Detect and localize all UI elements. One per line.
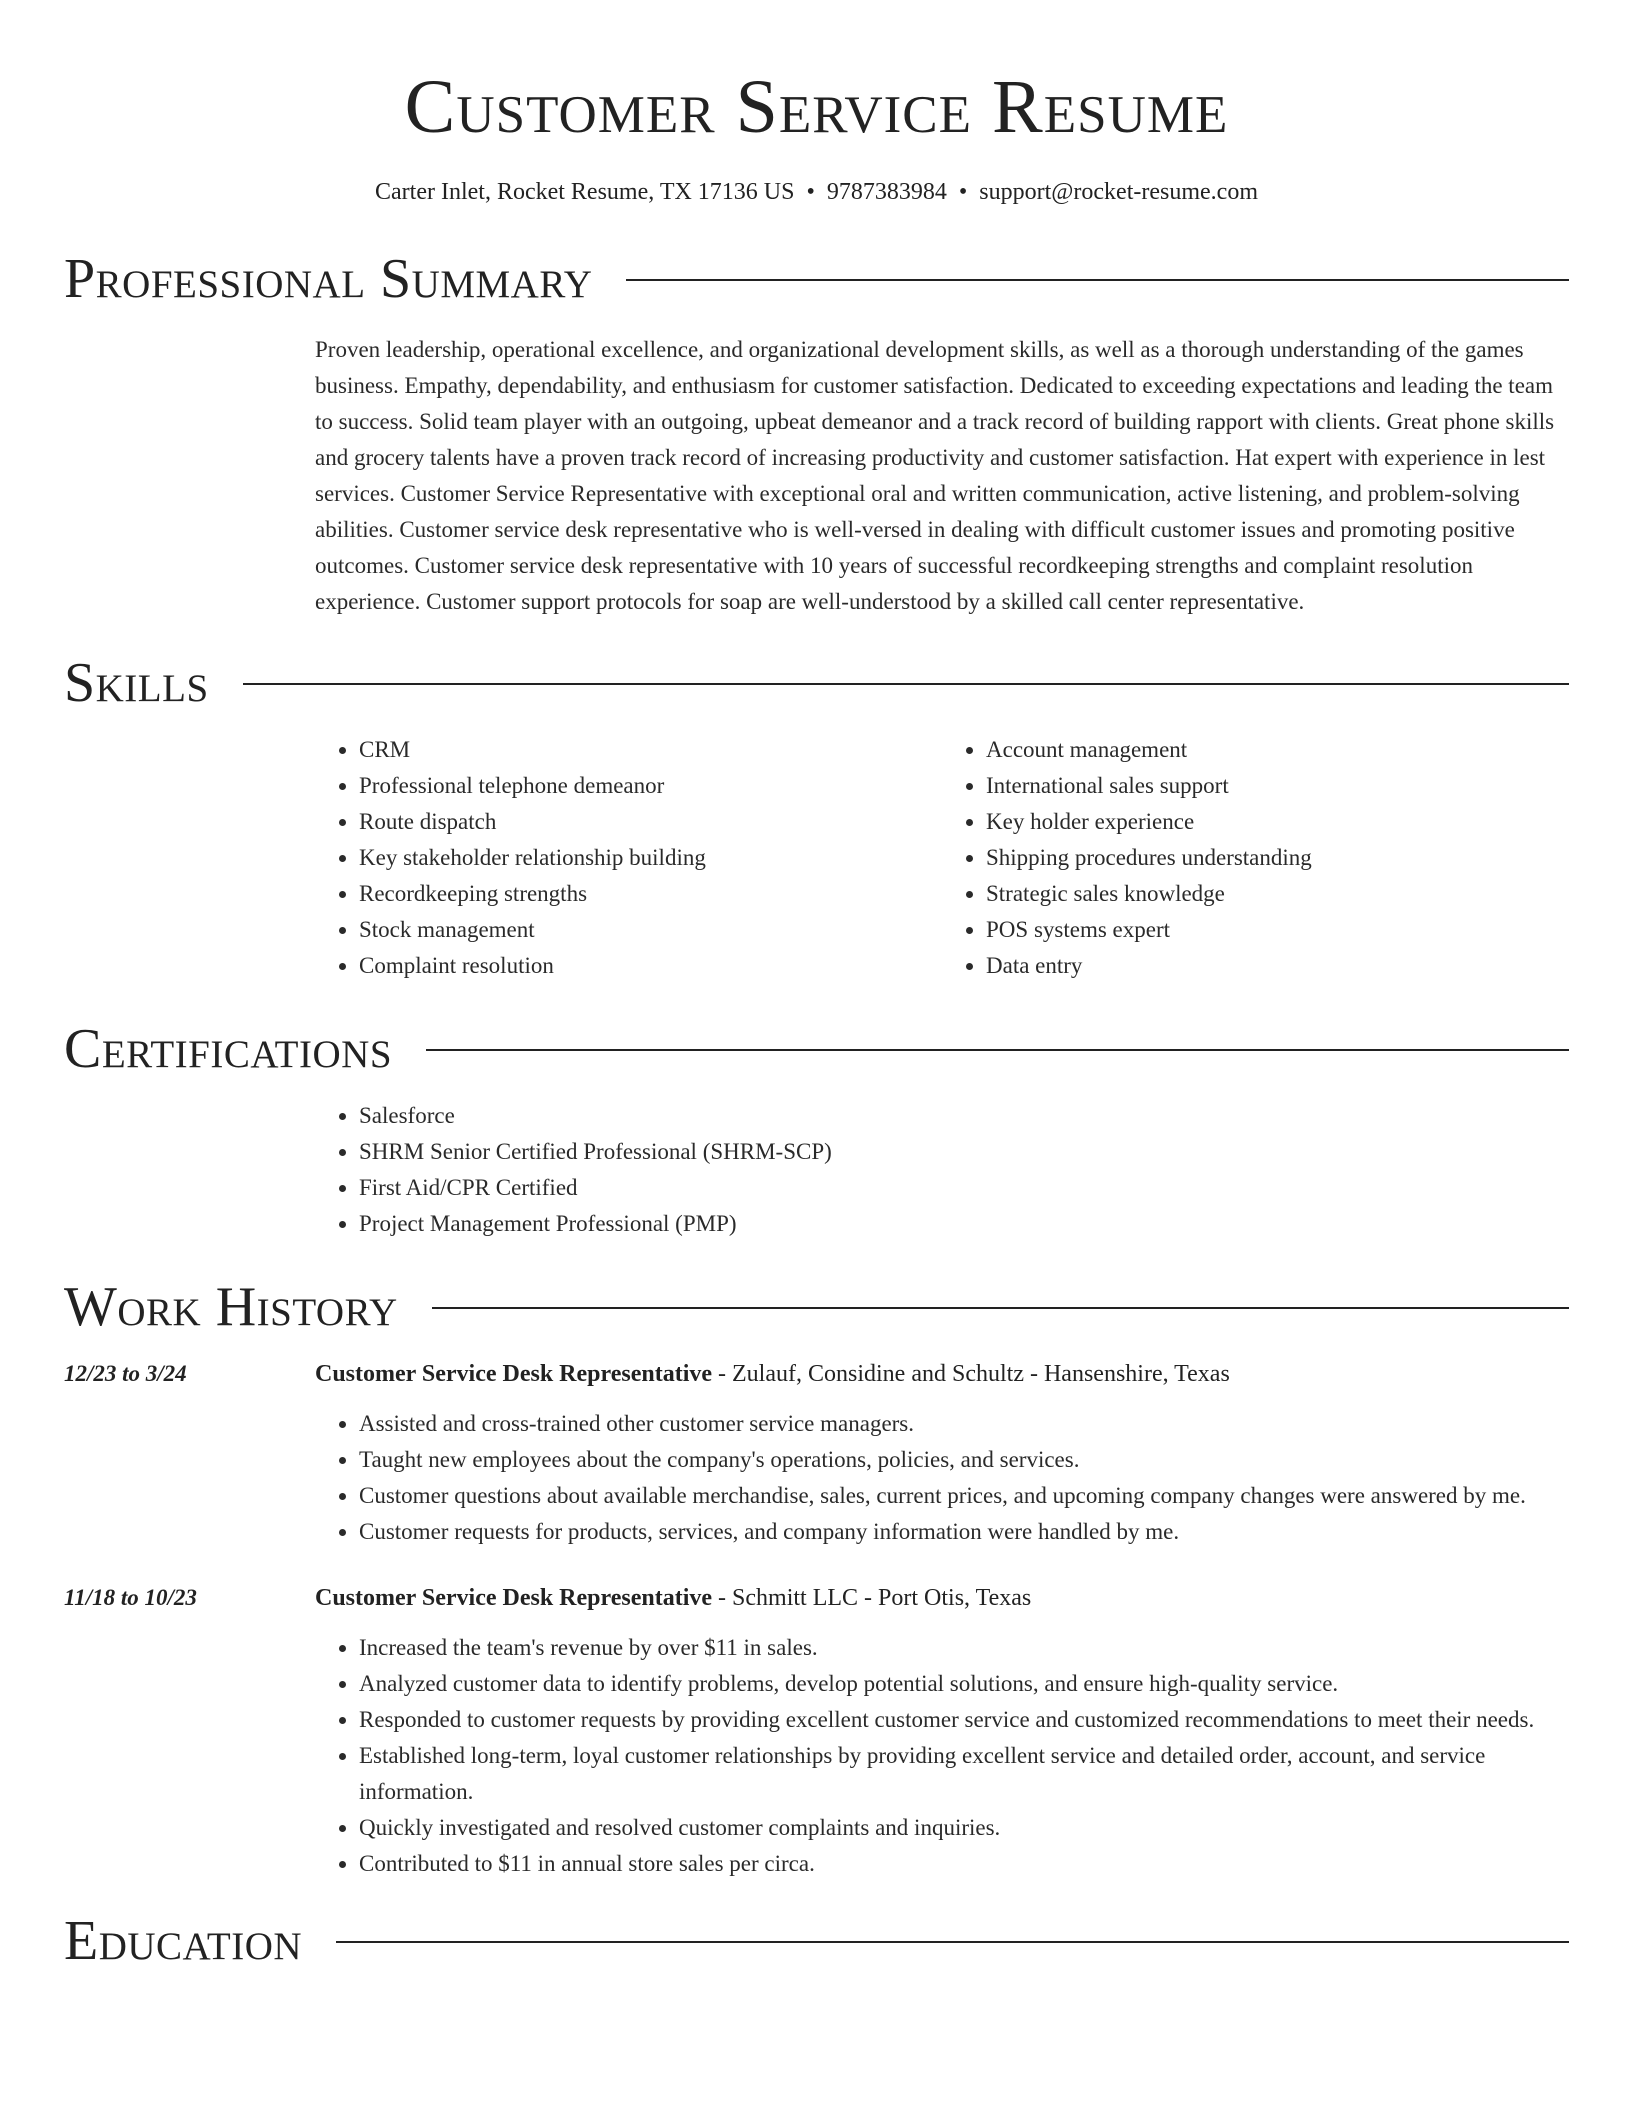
job-bullet: • Responded to customer requests by providing excellent customer service and customized recommendations to meet their needs. (359, 1702, 1569, 1738)
contact-email: support@rocket-resume.com (979, 179, 1258, 205)
skill-item: • Recordkeeping strengths (359, 876, 942, 912)
certifications-list (315, 1098, 1569, 1242)
skills-heading: Skills (64, 652, 209, 714)
job-dates: 11/18 to 10/23 (64, 1585, 197, 1610)
section-divider (426, 1049, 1569, 1051)
job-bullet: • Assisted and cross-trained other customer service managers. (359, 1406, 1569, 1442)
job-entry (64, 1356, 1569, 1550)
job-bullets (315, 1406, 1569, 1550)
job-bullets (315, 1630, 1569, 1882)
contact-separator: • (806, 179, 815, 205)
contact-line (64, 176, 1569, 208)
certification-item: • SHRM Senior Certified Professional (SHRM-SCP) (359, 1134, 1569, 1170)
skills-list (315, 732, 1569, 984)
section-divider (243, 683, 1569, 685)
skill-item: • Key stakeholder relationship building (359, 840, 942, 876)
job-bullet: • Increased the team's revenue by over $11 in sales. (359, 1630, 1569, 1666)
certification-item: • First Aid/CPR Certified (359, 1170, 1569, 1206)
section-divider (432, 1307, 1569, 1309)
certifications-heading: Certifications (64, 1018, 393, 1080)
job-company: - Zulauf, Considine and Schultz - Hansenshire, Texas (712, 1361, 1230, 1387)
skills-column-left (315, 732, 942, 984)
job-bullet: • Customer requests for products, services, and company information were handled by me. (359, 1514, 1569, 1550)
education-heading: Education (64, 1910, 303, 1972)
contact-phone: 9787383984 (826, 179, 947, 205)
skill-item: • Shipping procedures understanding (986, 840, 1569, 876)
education-section-header (64, 1906, 1569, 1976)
summary-section-header (64, 244, 1569, 314)
job-role (315, 1580, 1569, 1616)
skill-item: • International sales support (986, 768, 1569, 804)
job-entry (64, 1580, 1569, 1882)
skill-item: • Complaint resolution (359, 948, 942, 984)
resume-page (64, 0, 1569, 1976)
job-role (315, 1356, 1569, 1392)
skill-item: • Route dispatch (359, 804, 942, 840)
skill-item: • Stock management (359, 912, 942, 948)
contact-separator: • (958, 179, 968, 205)
job-bullet: • Customer questions about available merchandise, sales, current prices, and upcoming company changes were answered by me. (359, 1478, 1569, 1514)
contact-address: Carter Inlet, Rocket Resume, TX 17136 US (375, 179, 795, 205)
job-title: Customer Service Desk Representative (315, 1361, 713, 1387)
job-bullet: • Established long-term, loyal customer relationships by providing excellent service and detailed order, account, and service information. (359, 1738, 1569, 1810)
skill-item: • CRM (359, 732, 942, 768)
job-bullet: • Quickly investigated and resolved customer complaints and inquiries. (359, 1810, 1569, 1846)
section-divider (626, 279, 1569, 281)
skill-item: • Strategic sales knowledge (986, 876, 1569, 912)
skill-item: • Key holder experience (986, 804, 1569, 840)
work-history-heading: Work History (64, 1276, 398, 1338)
resume-title: Customer Service Resume (404, 65, 1229, 149)
certification-item: • Salesforce (359, 1098, 1569, 1134)
skill-item: • POS systems expert (986, 912, 1569, 948)
job-bullet: • Contributed to $11 in annual store sales per circa. (359, 1846, 1569, 1882)
job-bullet: • Taught new employees about the company's operations, policies, and services. (359, 1442, 1569, 1478)
section-divider (336, 1941, 1569, 1943)
certification-item: • Project Management Professional (PMP) (359, 1206, 1569, 1242)
skill-item: • Professional telephone demeanor (359, 768, 942, 804)
summary-text: Proven leadership, operational excellence, and organizational development skills, as well as a thorough understanding of the games business. Empathy, dependability, and enthusiasm for customer satisfaction. Dedicated to exceeding expectations and leading the team to success. Solid team player with an outgoing, upbeat demeanor and a track record of building rapport with clients. Great phone skills and grocery talents have a proven track record of increasing productivity and customer satisfaction. Hat expert with experience in lest services. Customer Service Representative with exceptional oral and written communication, active listening, and problem-solving abilities. Customer service desk representative who is well-versed in dealing with difficult customer issues and promoting positive outcomes. Customer service desk representative with 10 years of successful recordkeeping strengths and complaint resolution experience. Customer support protocols for soap are well-understood by a skilled call center representative. (315, 337, 1555, 614)
skills-section-header (64, 648, 1569, 718)
job-company: - Schmitt LLC - Port Otis, Texas (712, 1585, 1032, 1611)
skills-column-right (942, 732, 1569, 984)
work-history-section-header (64, 1272, 1569, 1342)
job-title: Customer Service Desk Representative (315, 1585, 713, 1611)
summary-heading: Professional Summary (64, 248, 593, 310)
job-bullet: • Analyzed customer data to identify problems, develop potential solutions, and ensure high-quality service. (359, 1666, 1569, 1702)
skill-item: • Account management (986, 732, 1569, 768)
job-dates: 12/23 to 3/24 (64, 1361, 187, 1386)
certifications-section-header (64, 1014, 1569, 1084)
skill-item: • Data entry (986, 948, 1569, 984)
